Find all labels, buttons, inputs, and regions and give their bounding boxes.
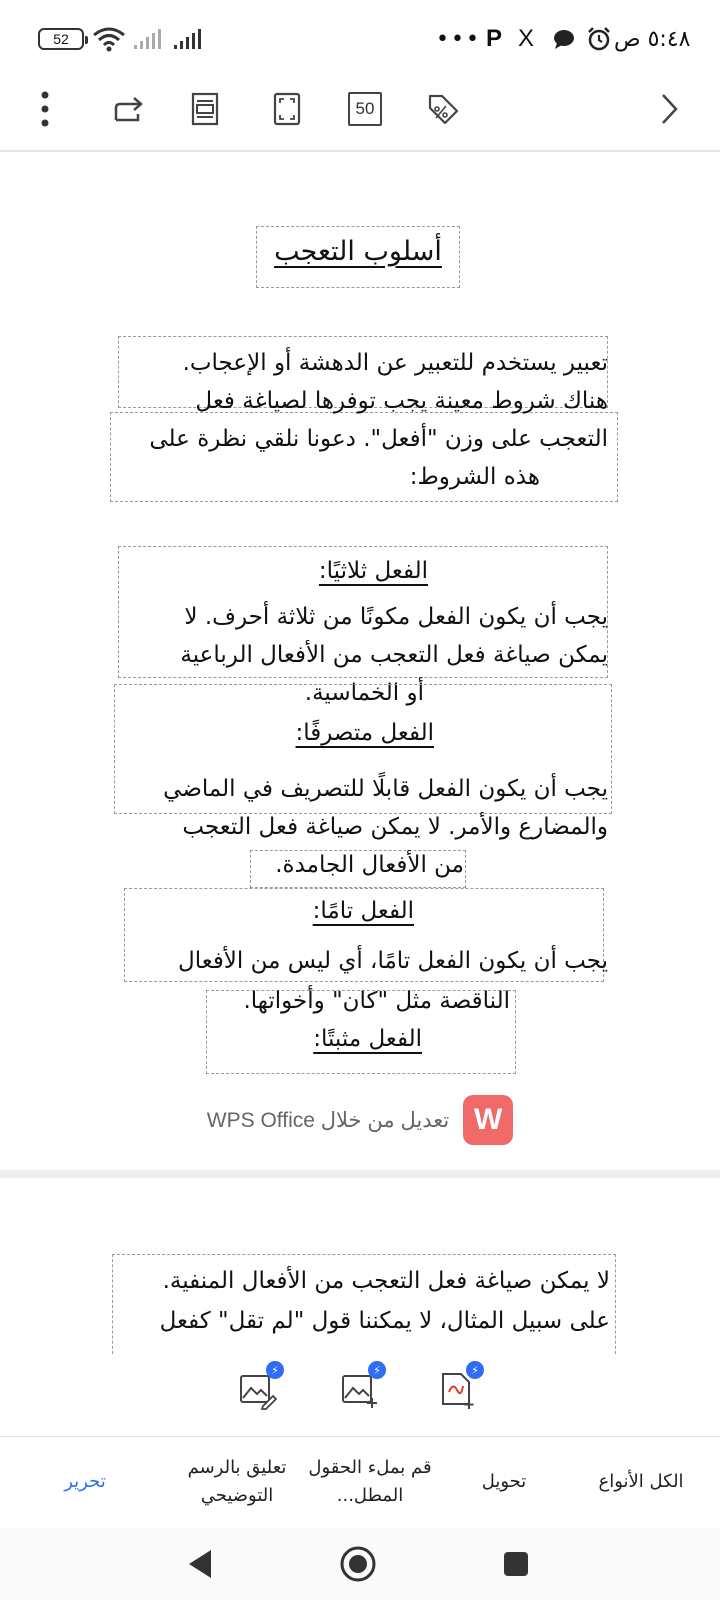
alarm-icon xyxy=(586,24,612,54)
bottom-menu xyxy=(0,1436,720,1526)
fullscreen-icon[interactable] xyxy=(264,86,310,132)
menu-item-label: قم بملء الحقول المطل... xyxy=(308,1457,432,1506)
layout-icon[interactable] xyxy=(182,86,228,132)
menu-item-label: تحرير xyxy=(64,1471,106,1492)
premium-badge: ⚡ xyxy=(466,1361,484,1379)
recents-icon[interactable] xyxy=(494,1542,538,1586)
menu-item-fill-fields[interactable] xyxy=(300,1437,440,1527)
menu-item-label: الكل الأنواع xyxy=(598,1471,684,1492)
battery-indicator xyxy=(38,28,84,50)
page-separator xyxy=(0,1170,720,1178)
image-edit-icon[interactable] xyxy=(232,1365,282,1415)
next-page-line: لا يمكن صياغة فعل التعجب من الأفعال المنفية. xyxy=(162,1268,610,1294)
menu-item-convert[interactable] xyxy=(456,1437,552,1527)
premium-badge: ⚡ xyxy=(266,1361,284,1379)
section-line: والمضارع والأمر. لا يمكن صياغة فعل التعجب xyxy=(182,814,608,840)
wps-watermark xyxy=(0,1085,720,1155)
page-title: أسلوب التعجب xyxy=(274,236,442,267)
section-heading: الفعل متصرفًا: xyxy=(295,720,434,746)
section-line: الناقصة مثل "كان" وأخواتها. xyxy=(243,988,510,1014)
page-number: 50 xyxy=(348,92,382,126)
share-icon[interactable] xyxy=(106,86,152,132)
signal-icon xyxy=(132,24,164,54)
section-heading: الفعل ثلاثيًا: xyxy=(318,558,428,584)
wps-logo-icon: W xyxy=(463,1095,513,1145)
section-line: يجب أن يكون الفعل مكونًا من ثلاثة أحرف. لا xyxy=(184,604,608,630)
pdf-add-icon[interactable] xyxy=(432,1365,482,1415)
home-icon[interactable] xyxy=(336,1542,380,1586)
section-line: يجب أن يكون الفعل تامًا، أي ليس من الأفعال xyxy=(178,948,608,974)
back-icon[interactable] xyxy=(178,1542,222,1586)
discount-tag-icon[interactable] xyxy=(420,86,466,132)
premium-badge: ⚡ xyxy=(368,1361,386,1379)
p-app-icon: P xyxy=(486,25,503,52)
intro-line: هناك شروط معينة يجب توفرها لصياغة فعل xyxy=(195,388,608,414)
menu-item-edit[interactable] xyxy=(30,1437,140,1527)
chat-icon xyxy=(552,24,576,54)
watermark-text: تعديل من خلال WPS Office xyxy=(206,1108,450,1132)
intro-line: تعبير يستخدم للتعبير عن الدهشة أو الإعجاب. xyxy=(182,350,608,376)
status-bar xyxy=(0,0,720,70)
intro-line: التعجب على وزن "أفعل". دعونا نلقي نظرة على xyxy=(149,426,608,452)
section-line: يمكن صياغة فعل التعجب من الأفعال الرباعية xyxy=(180,642,608,668)
page-count-icon[interactable] xyxy=(342,86,388,132)
section-line: من الأفعال الجامدة. xyxy=(275,852,464,878)
more-icon: ••• xyxy=(436,26,481,52)
section-heading: الفعل تامًا: xyxy=(312,898,414,924)
menu-item-label: تحويل xyxy=(481,1471,527,1492)
x-app-icon: X xyxy=(518,25,535,52)
reader-toolbar xyxy=(0,72,720,146)
image-add-icon[interactable] xyxy=(334,1365,384,1415)
menu-item-label: تعليق بالرسم التوضيحي xyxy=(187,1457,287,1506)
section-line: أو الخماسية. xyxy=(304,680,424,706)
toolbar-divider xyxy=(0,150,720,152)
signal-icon xyxy=(172,24,204,54)
next-page-line: على سبيل المثال، لا يمكننا قول "لم تقل" كفعل xyxy=(159,1308,610,1334)
chevron-right-icon[interactable] xyxy=(646,86,692,132)
menu-item-annotate[interactable] xyxy=(162,1437,312,1527)
section-line: يجب أن يكون الفعل قابلًا للتصريف في الماضي xyxy=(163,776,608,802)
more-vert-icon[interactable] xyxy=(22,86,68,132)
wifi-icon xyxy=(92,24,126,54)
intro-line: هذه الشروط: xyxy=(409,464,540,490)
battery-level: 52 xyxy=(53,31,69,47)
section-heading: الفعل مثبتًا: xyxy=(313,1026,422,1052)
clock: ٥:٤٨ ص xyxy=(614,26,691,52)
quick-tools-bar xyxy=(0,1355,720,1435)
system-nav-bar xyxy=(0,1528,720,1600)
menu-item-all-types[interactable] xyxy=(576,1437,706,1527)
